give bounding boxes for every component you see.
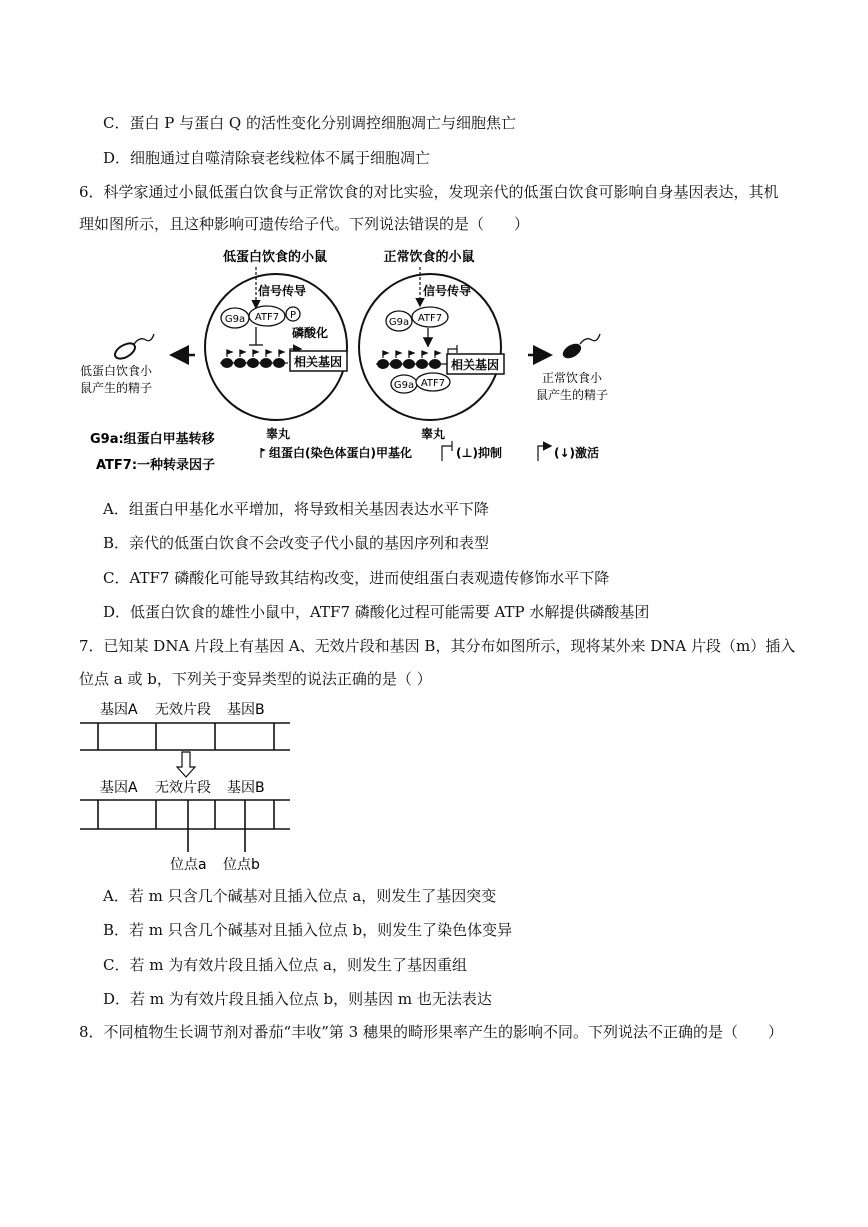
q7-stem-line2: 位点 a 或 b，下列关于变异类型的说法正确的是（ ）: [79, 670, 432, 688]
right-mouse-title: 正常饮食的小鼠: [383, 250, 475, 265]
q6-option-b: B．亲代的低蛋白饮食不会改变子代小鼠的基因序列和表型: [103, 534, 490, 552]
q7-option-a: A．若 m 只含几个碱基对且插入位点 a，则发生了基因突变: [103, 887, 497, 905]
left-mouse-title: 低蛋白饮食的小鼠: [222, 250, 328, 265]
right-testis: 睾丸: [420, 427, 446, 441]
left-signal-label: 信号传导: [258, 284, 307, 298]
q7-option-d: D．若 m 为有效片段且插入位点 b，则基因 m 也无法表达: [103, 990, 492, 1008]
right-g9a-bottom: G9a: [393, 380, 415, 391]
right-atf7-bottom: ATF7: [420, 378, 446, 389]
right-sperm-label-1: 正常饮食小: [542, 371, 603, 385]
bottom-gene-b-label: 基因B: [227, 780, 265, 796]
q7-stem-line1: 7．已知某 DNA 片段上有基因 A、无效片段和基因 B，其分布如图所示，现将某外来 DNA 片段（m）插入: [79, 637, 796, 655]
top-dna: [80, 723, 290, 750]
left-nucleosomes: [221, 358, 285, 368]
q7-option-b: B．若 m 只含几个碱基对且插入位点 b，则发生了染色体变异: [103, 921, 513, 939]
bottom-dna: [80, 800, 290, 852]
legend-activate: (↓)激活: [554, 446, 600, 460]
right-signal-label: 信号传导: [423, 284, 472, 298]
legend-atf7: ATF7:一种转录因子: [96, 458, 216, 473]
right-sperm-label-2: 鼠产生的精子: [536, 388, 609, 402]
q6-figure: [80, 245, 640, 480]
q5-option-c: C．蛋白 P 与蛋白 Q 的活性变化分别调控细胞凋亡与细胞焦亡: [103, 114, 516, 132]
q8-stem: 8．不同植物生长调节剂对番茄“丰收”第 3 穗果的畸形果率产生的影响不同。下列说法不正确的是（ ）: [79, 1023, 783, 1041]
top-gene-a-label: 基因A: [100, 702, 138, 718]
left-phospho-label: 磷酸化: [292, 326, 329, 340]
left-gene: 相关基因: [293, 355, 343, 369]
legend-methylation: 组蛋白(染色体蛋白)甲基化: [269, 446, 412, 460]
site-b-label: 位点b: [223, 857, 260, 873]
top-invalid-label: 无效片段: [155, 702, 211, 718]
down-arrow: [177, 752, 195, 777]
legend-inhibit: (⊥)抑制: [456, 446, 502, 460]
top-gene-b-label: 基因B: [227, 702, 265, 718]
q6-option-c: C．ATF7 磷酸化可能导致其结构改变，进而使组蛋白表观遗传修饰水平下降: [103, 569, 610, 587]
site-a-label: 位点a: [170, 857, 207, 873]
right-nucleosomes: [377, 359, 441, 369]
q6-option-a: A．组蛋白甲基化水平增加，将导致相关基因表达水平下降: [103, 500, 489, 518]
bottom-gene-a-label: 基因A: [100, 780, 138, 796]
left-sperm-label-2: 鼠产生的精子: [80, 381, 153, 395]
right-g9a-top: G9a: [388, 317, 410, 328]
q6-stem-line1: 6．科学家通过小鼠低蛋白饮食与正常饮食的对比实验，发现亲代的低蛋白饮食可影响自身基因表达，其机: [79, 183, 779, 201]
q7-figure: [80, 697, 310, 877]
left-testis: 睾丸: [265, 427, 291, 441]
q6-option-d: D．低蛋白饮食的雄性小鼠中，ATF7 磷酸化过程可能需要 ATP 水解提供磷酸基团: [103, 603, 650, 621]
right-gene: 相关基因: [450, 358, 500, 372]
q6-stem-line2: 理如图所示，且这种影响可遗传给子代。下列说法错误的是（ ）: [79, 215, 530, 233]
left-g9a: G9a: [224, 314, 246, 325]
left-sperm-label-1: 低蛋白饮食小: [80, 364, 153, 378]
left-p: P: [289, 310, 297, 321]
right-atf7-top: ATF7: [417, 313, 443, 324]
legend-g9a: G9a:组蛋白甲基转移: [90, 432, 215, 447]
left-atf7: ATF7: [254, 312, 280, 323]
q7-option-c: C．若 m 为有效片段且插入位点 a，则发生了基因重组: [103, 956, 467, 974]
bottom-invalid-label: 无效片段: [155, 780, 211, 796]
q5-option-d: D．细胞通过自噬清除衰老线粒体不属于细胞凋亡: [103, 149, 431, 167]
